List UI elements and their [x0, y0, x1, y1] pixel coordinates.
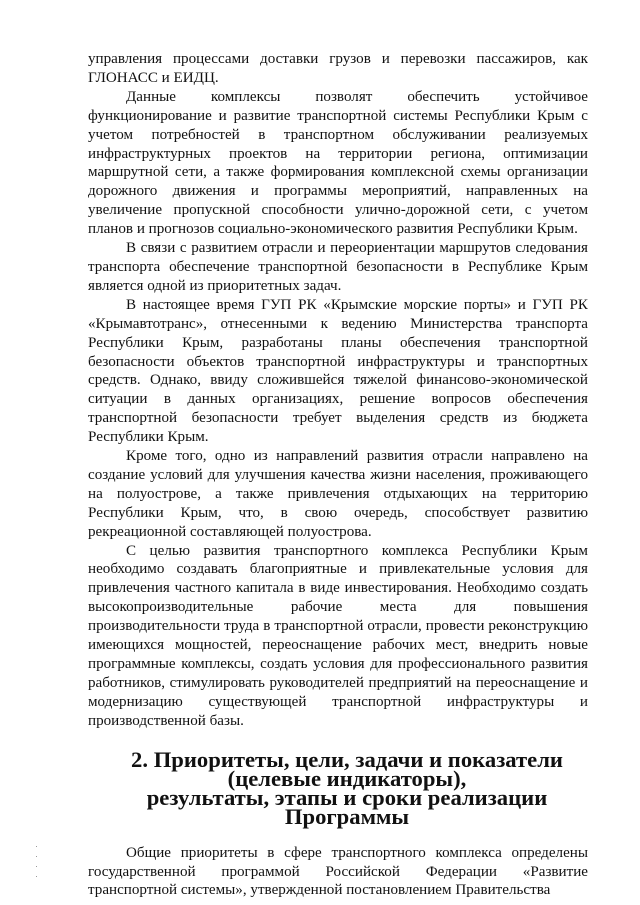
scan-mark — [36, 876, 37, 877]
scan-mark — [36, 856, 37, 857]
paragraph-complexes: Данные комплексы позволят обеспечить устойчивое функционирование и развитие транспортной системы Республики Крым с учетом потребностей в транспортном обслуживании реализуемых инфраструктурных проектов на территории региона, оптимизации маршрутной сети, а также формирования комплексной схемы организации дорожного движения и программы мероприятий, направленных на увеличение пропускной способности улично-дорожной сети, с учетом планов и прогнозов социально-экономического развития Республики Крым. — [88, 88, 588, 238]
paragraph-investment: С целью развития транспортного комплекса Республики Крым необходимо создавать благоприятные и привлекательные условия для привлечения частного капитала в виде инвестирования. Необходимо создать высокопроизводительные рабочие места для повышения производительности труда в транспортной отрасли, провести реконструкцию имеющихся мощностей, переоснащение рабочих мест, внедрить новые программные комплексы, создать условия для профессионального развития работников, стимулировать руководителей предприятий на переоснащение и модернизацию существующей транспортной инфраструктуры и производственной базы. — [88, 542, 588, 729]
scan-margin-marks — [35, 846, 38, 886]
document-page — [88, 50, 588, 900]
scan-mark — [36, 846, 37, 847]
section-heading-line-1: 2. Приоритеты, цели, задачи и показатели (целевые индикаторы), — [131, 746, 563, 791]
paragraph-continuation: управления процессами доставки грузов и перевозки пассажиров, как ГЛОНАСС и ЕИДЦ. — [88, 51, 588, 86]
paragraph-transport-security: В связи с развитием отрасли и переориентации маршрутов следования транспорта обеспечение транспортной безопасности в Республике Крым является одной из приоритетных задач. — [88, 240, 588, 294]
paragraph-priorities: Общие приоритеты в сфере транспортного комплекса определены государственной программой Российской Федерации «Развитие транспортной системы», утвержденной постановлением Правительства — [88, 844, 588, 899]
scan-mark — [36, 866, 37, 867]
paragraph-quality-of-life: Кроме того, одно из направлений развития отрасли направлено на создание условий для улучшения качества жизни населения, проживающего на полуострове, а также привлечения отдыхающих на территорию Республики Крым, что, в свою очередь, способствует развитию рекреационной составляющей полуострова. — [88, 448, 588, 540]
section-heading — [88, 746, 588, 829]
section-heading-line-2: результаты, этапы и сроки реализации Программы — [146, 784, 548, 829]
paragraph-security-plans: В настоящее время ГУП РК «Крымские морские порты» и ГУП РК «Крымавтотранс», отнесенными к ведению Министерства транспорта Республики Крым, разработаны планы обеспечения транспортной безопасности объектов транспортной инфраструктуры и транспортных средств. Однако, ввиду сложившейся тяжелой финансово-экономической ситуации в данных организациях, решение вопросов обеспечения транспортной безопасности требует выделения средств из бюджета Республики Крым. — [88, 296, 588, 446]
